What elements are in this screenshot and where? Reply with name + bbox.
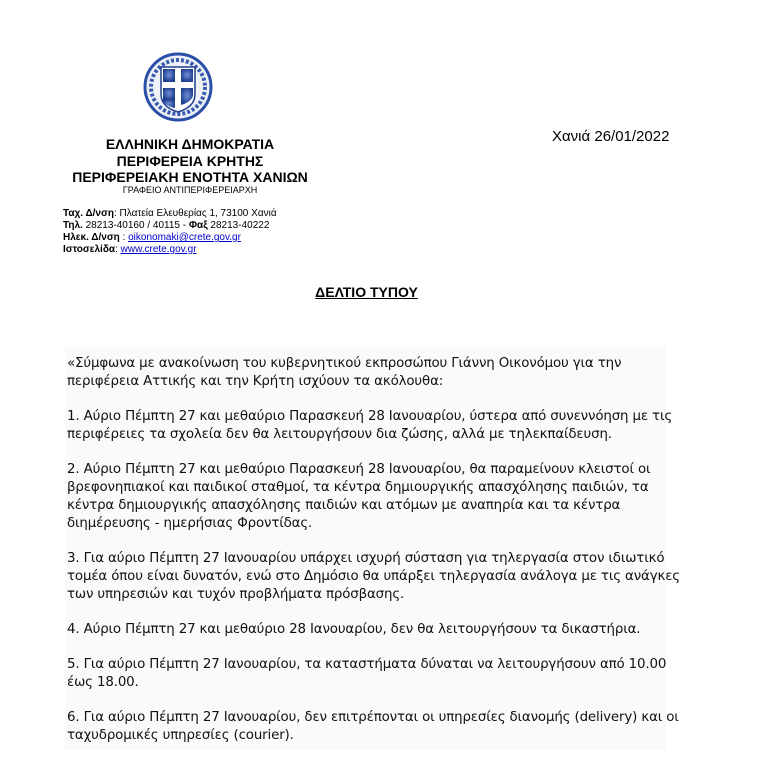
contact-block	[63, 208, 313, 256]
body-item-5: 5. Για αύριο Πέμπτη 27 Ιανουαρίου, τα καταστήματα δύναται να λειτουργήσουν από 10.00 έως 18.00.	[67, 657, 667, 690]
fax-value: 28213-40222	[207, 220, 270, 231]
fax-label: Φαξ	[188, 220, 208, 231]
address-line	[63, 208, 313, 220]
address-label: Ταχ. Δ/νση	[63, 208, 114, 219]
header-line-office: ΓΡΑΦΕΙΟ ΑΝΤΙΠΕΡΙΦΕΡΕΙΑΡΧΗ	[122, 185, 258, 195]
body-item-3: 3. Για αύριο Πέμπτη 27 Ιανουαρίου υπάρχει ισχυρή σύσταση για τηλεργασία στον ιδιωτικό τομέα όπου είναι δυνατόν, ενώ στο Δημόσιο θα υπάρξει τηλεργασία ανάλογα με τις ανάγκες των υπηρεσιών και τυχόν προβλήματα πρόσβασης.	[67, 551, 681, 602]
phone-value: 28213-40160 / 40115 -	[82, 220, 189, 231]
web-line	[63, 244, 313, 256]
header-line-region: ΠΕΡΙΦΕΡΕΙΑ ΚΡΗΤΗΣ	[116, 153, 264, 169]
phone-label: Τηλ.	[63, 220, 83, 231]
body-item-1: 1. Αύριο Πέμπτη 27 και μεθαύριο Παρασκευή 28 Ιανουαρίου, ύστερα από συνεννόηση με τις περιφέρειες τα σχολεία δεν θα λειτουργήσουν δια ζώσης, αλλά με τηλεκπαίδευση.	[67, 409, 673, 442]
body-item-2: 2. Αύριο Πέμπτη 27 και μεθαύριο Παρασκευή 28 Ιανουαρίου, θα παραμείνουν κλειστοί οι βρεφονηπιακοί και παιδικοί σταθμοί, τα κέντρα δημιουργικής απασχόλησης παιδιών, τα κέντρα δημιουργικής απασχόλησης παιδιών και ατόμων με αναπηρία και τα κέντρα διημέρευσης - ημερήσιας Φροντίδας.	[67, 462, 651, 531]
email-line	[63, 232, 313, 244]
document-date: Χανιά 26/01/2022	[552, 128, 670, 145]
body-item-6: 6. Για αύριο Πέμπτη 27 Ιανουαρίου, δεν επιτρέπονται οι υπηρεσίες διανομής (delivery) και οι ταχυδρομικές υπηρεσίες (courier).	[67, 710, 679, 743]
email-sep: :	[119, 232, 129, 243]
email-label: Ηλεκ. Δ/νση	[63, 232, 120, 243]
body-item-4: 4. Αύριο Πέμπτη 27 και μεθαύριο 28 Ιανουαρίου, δεν θα λειτουργήσουν τα δικαστήρια.	[67, 622, 641, 637]
web-link[interactable]: www.crete.gov.gr	[120, 244, 197, 255]
greek-coat-of-arms-seal	[143, 52, 213, 122]
header-line-republic: ΕΛΛΗΝΙΚΗ ΔΗΜΟΚΡΑΤΙΑ	[105, 136, 275, 152]
email-link[interactable]: oikonomaki@crete.gov.gr	[128, 232, 241, 243]
header-line-regional-unit: ΠΕΡΙΦΕΡΕΙΑΚΗ ΕΝΟΤΗΤΑ ΧΑΝΙΩΝ	[72, 169, 308, 185]
document-title: ΔΕΛΤΙΟ ΤΥΠΟΥ	[315, 284, 418, 300]
body-intro: «Σύμφωνα με ανακοίνωση του κυβερνητικού εκπροσώπου Γιάννη Οικονόμου για την περιφέρεια Αττικής και την Κρήτη ισχύουν τα ακόλουθα:	[67, 356, 622, 389]
address-value: : Πλατεία Ελευθερίας 1, 73100 Χανιά	[113, 208, 277, 219]
phone-line	[63, 220, 313, 232]
document-body	[67, 355, 687, 762]
web-label: Ιστοσελίδα	[63, 244, 116, 255]
web-sep: :	[115, 244, 121, 255]
